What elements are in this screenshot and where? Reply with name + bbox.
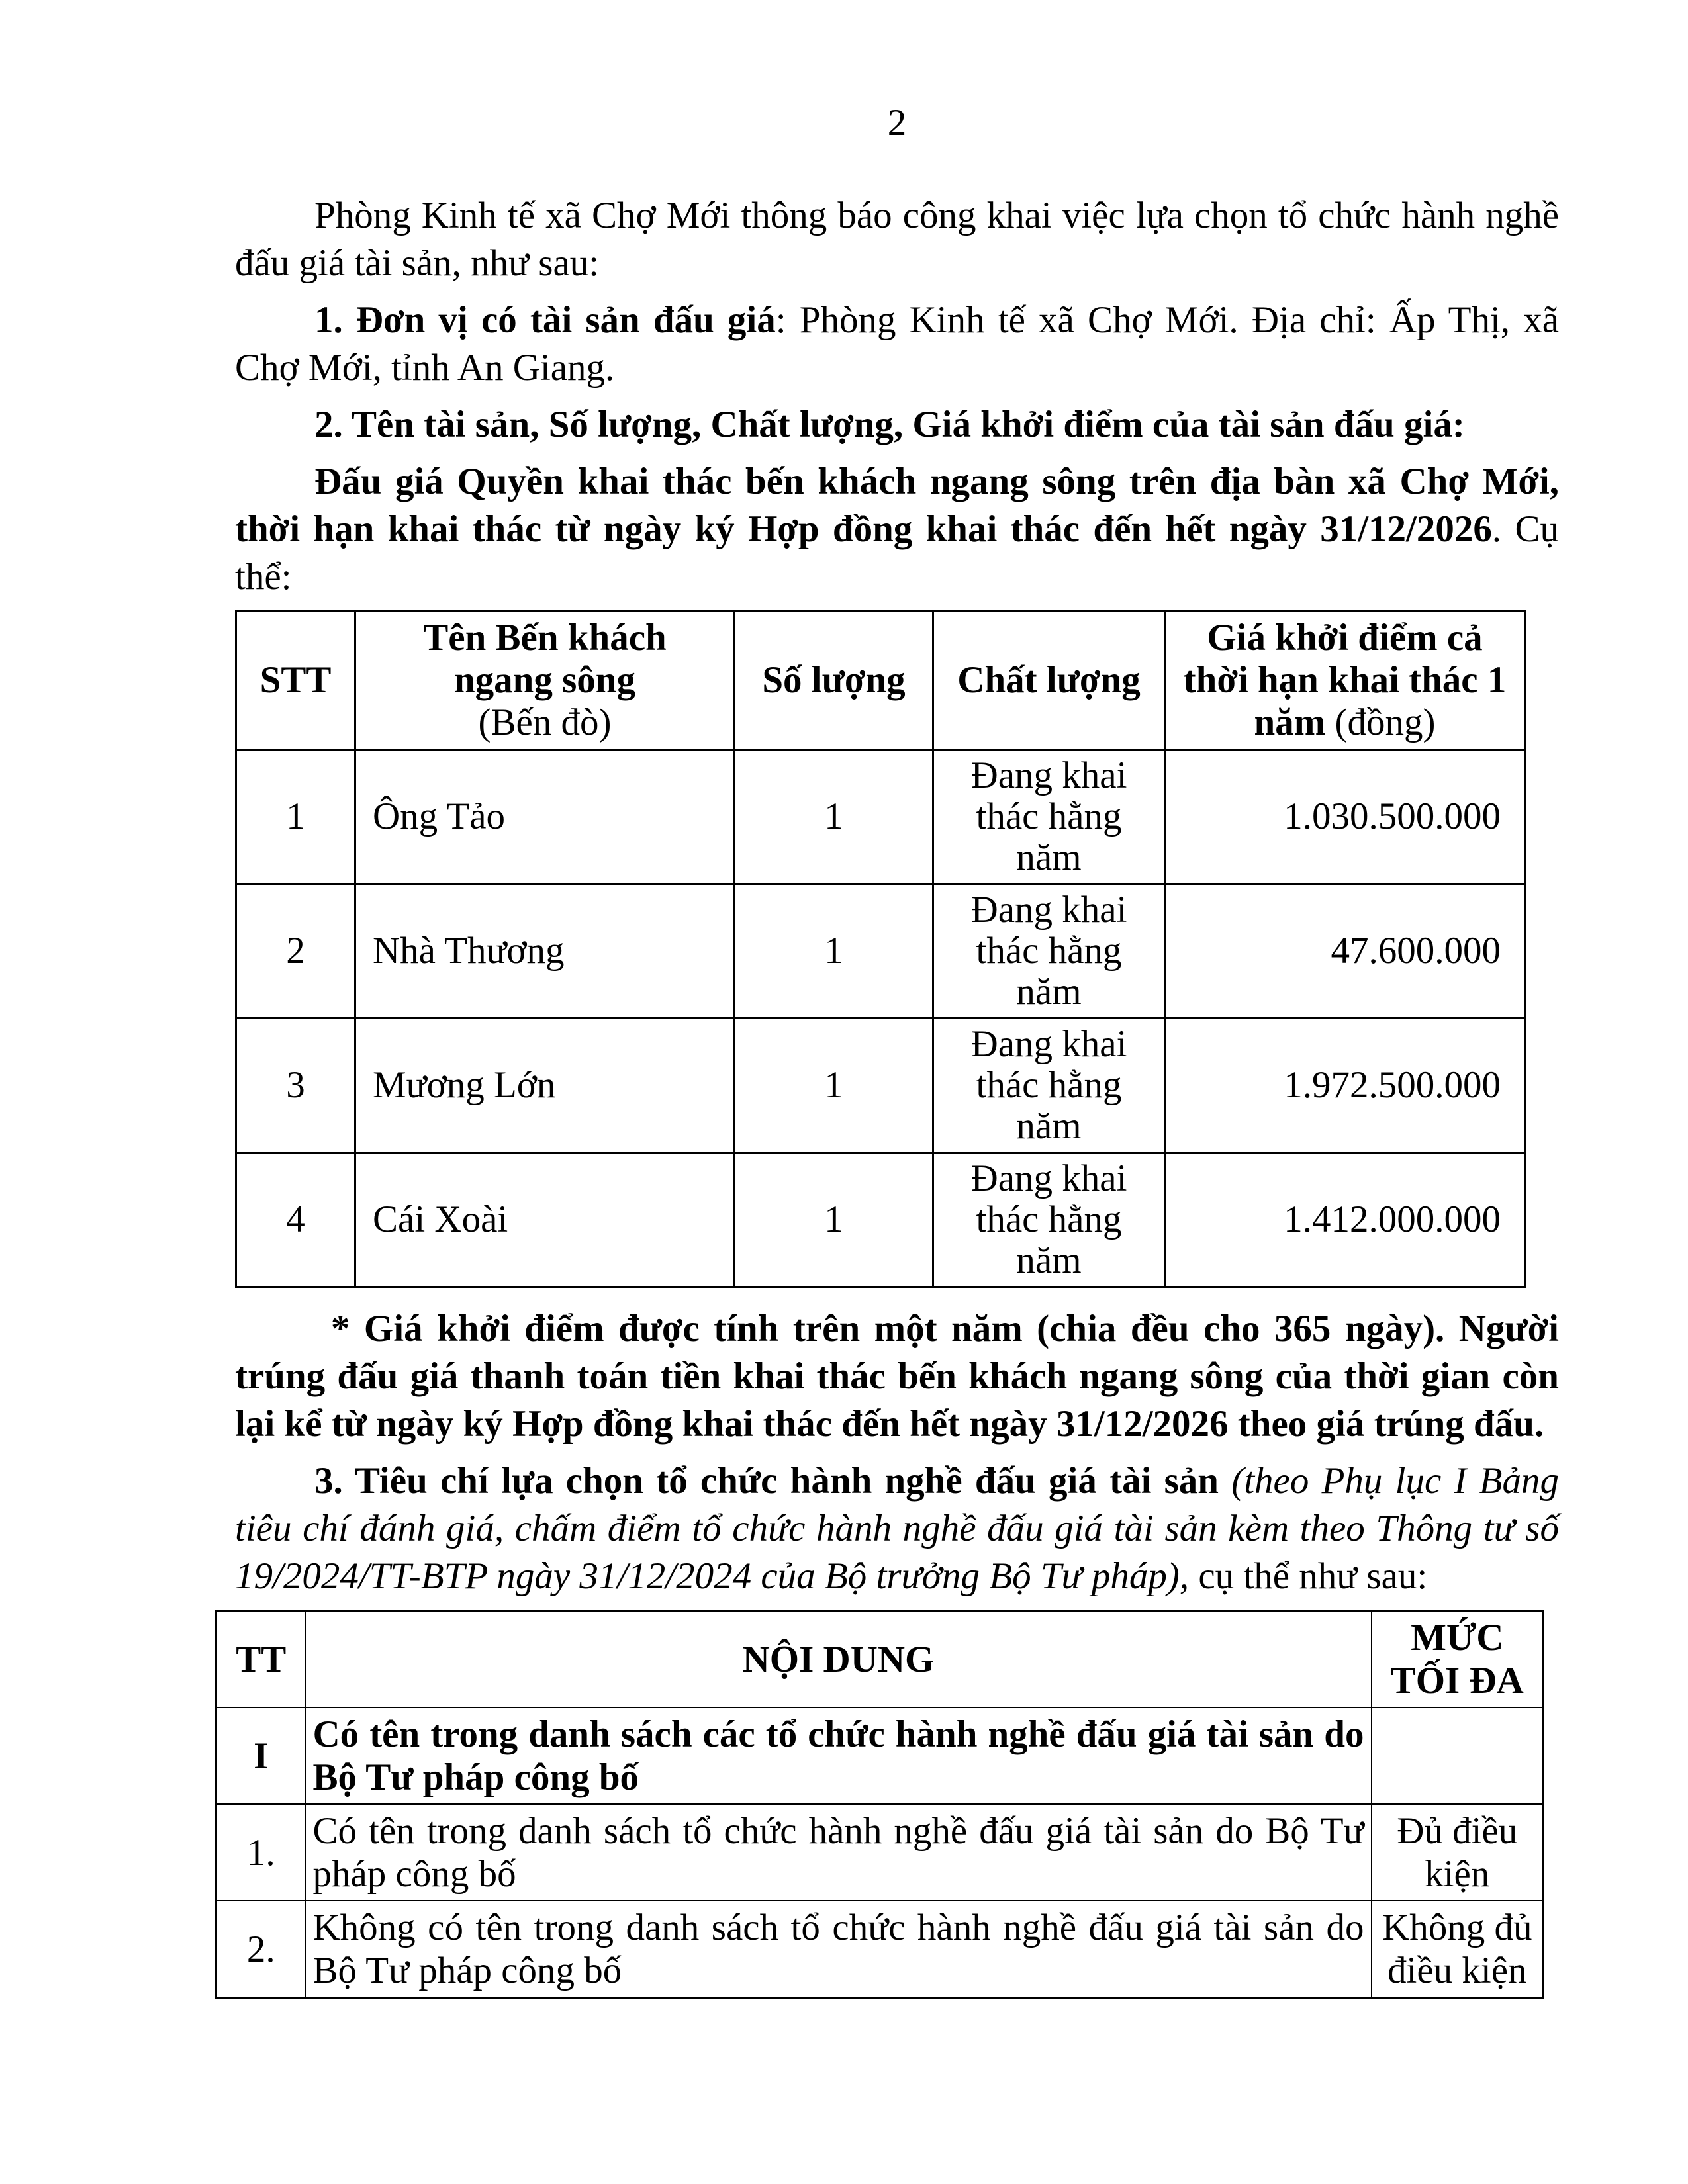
item-3-paragraph (235, 1457, 1559, 1600)
asset-qty: 1 (735, 1019, 933, 1153)
asset-stt: 4 (236, 1153, 355, 1287)
auction-description-tail: . Cụ thể: (235, 508, 1559, 598)
page-number: 2 (887, 102, 907, 144)
asset-table-row (236, 884, 1525, 1019)
asset-header-name: Tên Bến khách ngang sông (Bến đò) (355, 612, 735, 750)
criteria-header-no: TT (216, 1611, 306, 1708)
criteria-max: Đủ điều kiện (1372, 1804, 1544, 1901)
auction-description-bold: Đấu giá Quyền khai thác bến khách ngang sông trên địa bàn xã Chợ Mới, thời hạn khai thác từ ngày ký Hợp đồng khai thác đến hết ngày 31/12/2026 (235, 461, 1559, 550)
asset-name: Mương Lớn (355, 1019, 735, 1153)
criteria-header-content: NỘI DUNG (306, 1611, 1372, 1708)
asset-quality: Đang khai thác hằng năm (933, 1153, 1165, 1287)
criteria-no: 2. (216, 1901, 306, 1998)
criteria-max: Không đủ điều kiện (1372, 1901, 1544, 1998)
asset-table-row (236, 1153, 1525, 1287)
asset-name: Nhà Thương (355, 884, 735, 1019)
item-3-tail: cụ thể như sau: (1189, 1555, 1428, 1597)
asset-price: 1.030.500.000 (1165, 750, 1525, 884)
asset-quality: Đang khai thác hằng năm (933, 1019, 1165, 1153)
criteria-table (215, 1610, 1544, 1999)
asset-header-stt: STT (236, 612, 355, 750)
criteria-no: 1. (216, 1804, 306, 1901)
criteria-table-header-row (216, 1611, 1544, 1708)
asset-qty: 1 (735, 750, 933, 884)
asset-header-qty: Số lượng (735, 612, 933, 750)
asset-qty: 1 (735, 1153, 933, 1287)
criteria-header-max: MỨC TỐI ĐA (1372, 1611, 1544, 1708)
asset-header-price: Giá khởi điểm cả thời hạn khai thác 1 năm (đồng) (1165, 612, 1525, 750)
asset-table-row (236, 750, 1525, 884)
item-1-label: 1. Đơn vị có tài sản đấu giá (314, 299, 776, 341)
asset-table (235, 610, 1526, 1288)
asset-quality: Đang khai thác hằng năm (933, 750, 1165, 884)
item-3-italic: (theo Phụ lục I Bảng tiêu chí đánh giá, chấm điểm tổ chức hành nghề đấu giá tài sản kèm theo Thông tư số 19/2024/TT-BTP ngày 31/12/2024 của Bộ trưởng Bộ Tư pháp), (235, 1460, 1559, 1597)
criteria-no: I (216, 1707, 306, 1804)
asset-name: Ông Tảo (355, 750, 735, 884)
item-1-paragraph (235, 296, 1559, 392)
asset-stt: 2 (236, 884, 355, 1019)
criteria-row (216, 1804, 1544, 1901)
item-2-heading (235, 401, 1559, 449)
criteria-section-row (216, 1707, 1544, 1804)
item-1-text: : Phòng Kinh tế xã Chợ Mới. Địa chỉ: Ấp Thị, xã Chợ Mới, tỉnh An Giang. (235, 299, 1560, 388)
asset-stt: 1 (236, 750, 355, 884)
auction-description (235, 458, 1559, 601)
asset-header-quality: Chất lượng (933, 612, 1165, 750)
asset-price: 1.972.500.000 (1165, 1019, 1525, 1153)
note-paragraph (235, 1305, 1559, 1448)
criteria-content: Có tên trong danh sách tổ chức hành nghề đấu giá tài sản do Bộ Tư pháp công bố (306, 1804, 1372, 1901)
asset-table-header-row (236, 612, 1525, 750)
item-2-heading-text: 2. Tên tài sản, Số lượng, Chất lượng, Giá khởi điểm của tài sản đấu giá: (314, 404, 1465, 445)
criteria-row (216, 1901, 1544, 1998)
item-3-label: 3. Tiêu chí lựa chọn tổ chức hành nghề đấu giá tài sản (314, 1460, 1232, 1502)
intro-paragraph (235, 192, 1559, 287)
asset-price: 1.412.000.000 (1165, 1153, 1525, 1287)
asset-quality: Đang khai thác hằng năm (933, 884, 1165, 1019)
intro-text: Phòng Kinh tế xã Chợ Mới thông báo công khai việc lựa chọn tổ chức hành nghề đấu giá tài sản, như sau: (235, 195, 1559, 284)
asset-header-name-sub: (Bến đò) (478, 702, 612, 743)
asset-price: 47.600.000 (1165, 884, 1525, 1019)
criteria-max (1372, 1707, 1544, 1804)
asset-stt: 3 (236, 1019, 355, 1153)
note-text: * Giá khởi điểm được tính trên một năm (chia đều cho 365 ngày). Người trúng đấu giá thanh toán tiền khai thác bến khách ngang sông của thời gian còn lại kể từ ngày ký Hợp đồng khai thác đến hết ngày 31/12/2026 theo giá trúng đấu. (235, 1308, 1559, 1445)
asset-table-row (236, 1019, 1525, 1153)
asset-name: Cái Xoài (355, 1153, 735, 1287)
asset-qty: 1 (735, 884, 933, 1019)
criteria-content: Không có tên trong danh sách tổ chức hành nghề đấu giá tài sản do Bộ Tư pháp công bố (306, 1901, 1372, 1998)
criteria-content: Có tên trong danh sách các tổ chức hành nghề đấu giá tài sản do Bộ Tư pháp công bố (306, 1707, 1372, 1804)
asset-header-price-unit: (đồng) (1325, 702, 1436, 743)
